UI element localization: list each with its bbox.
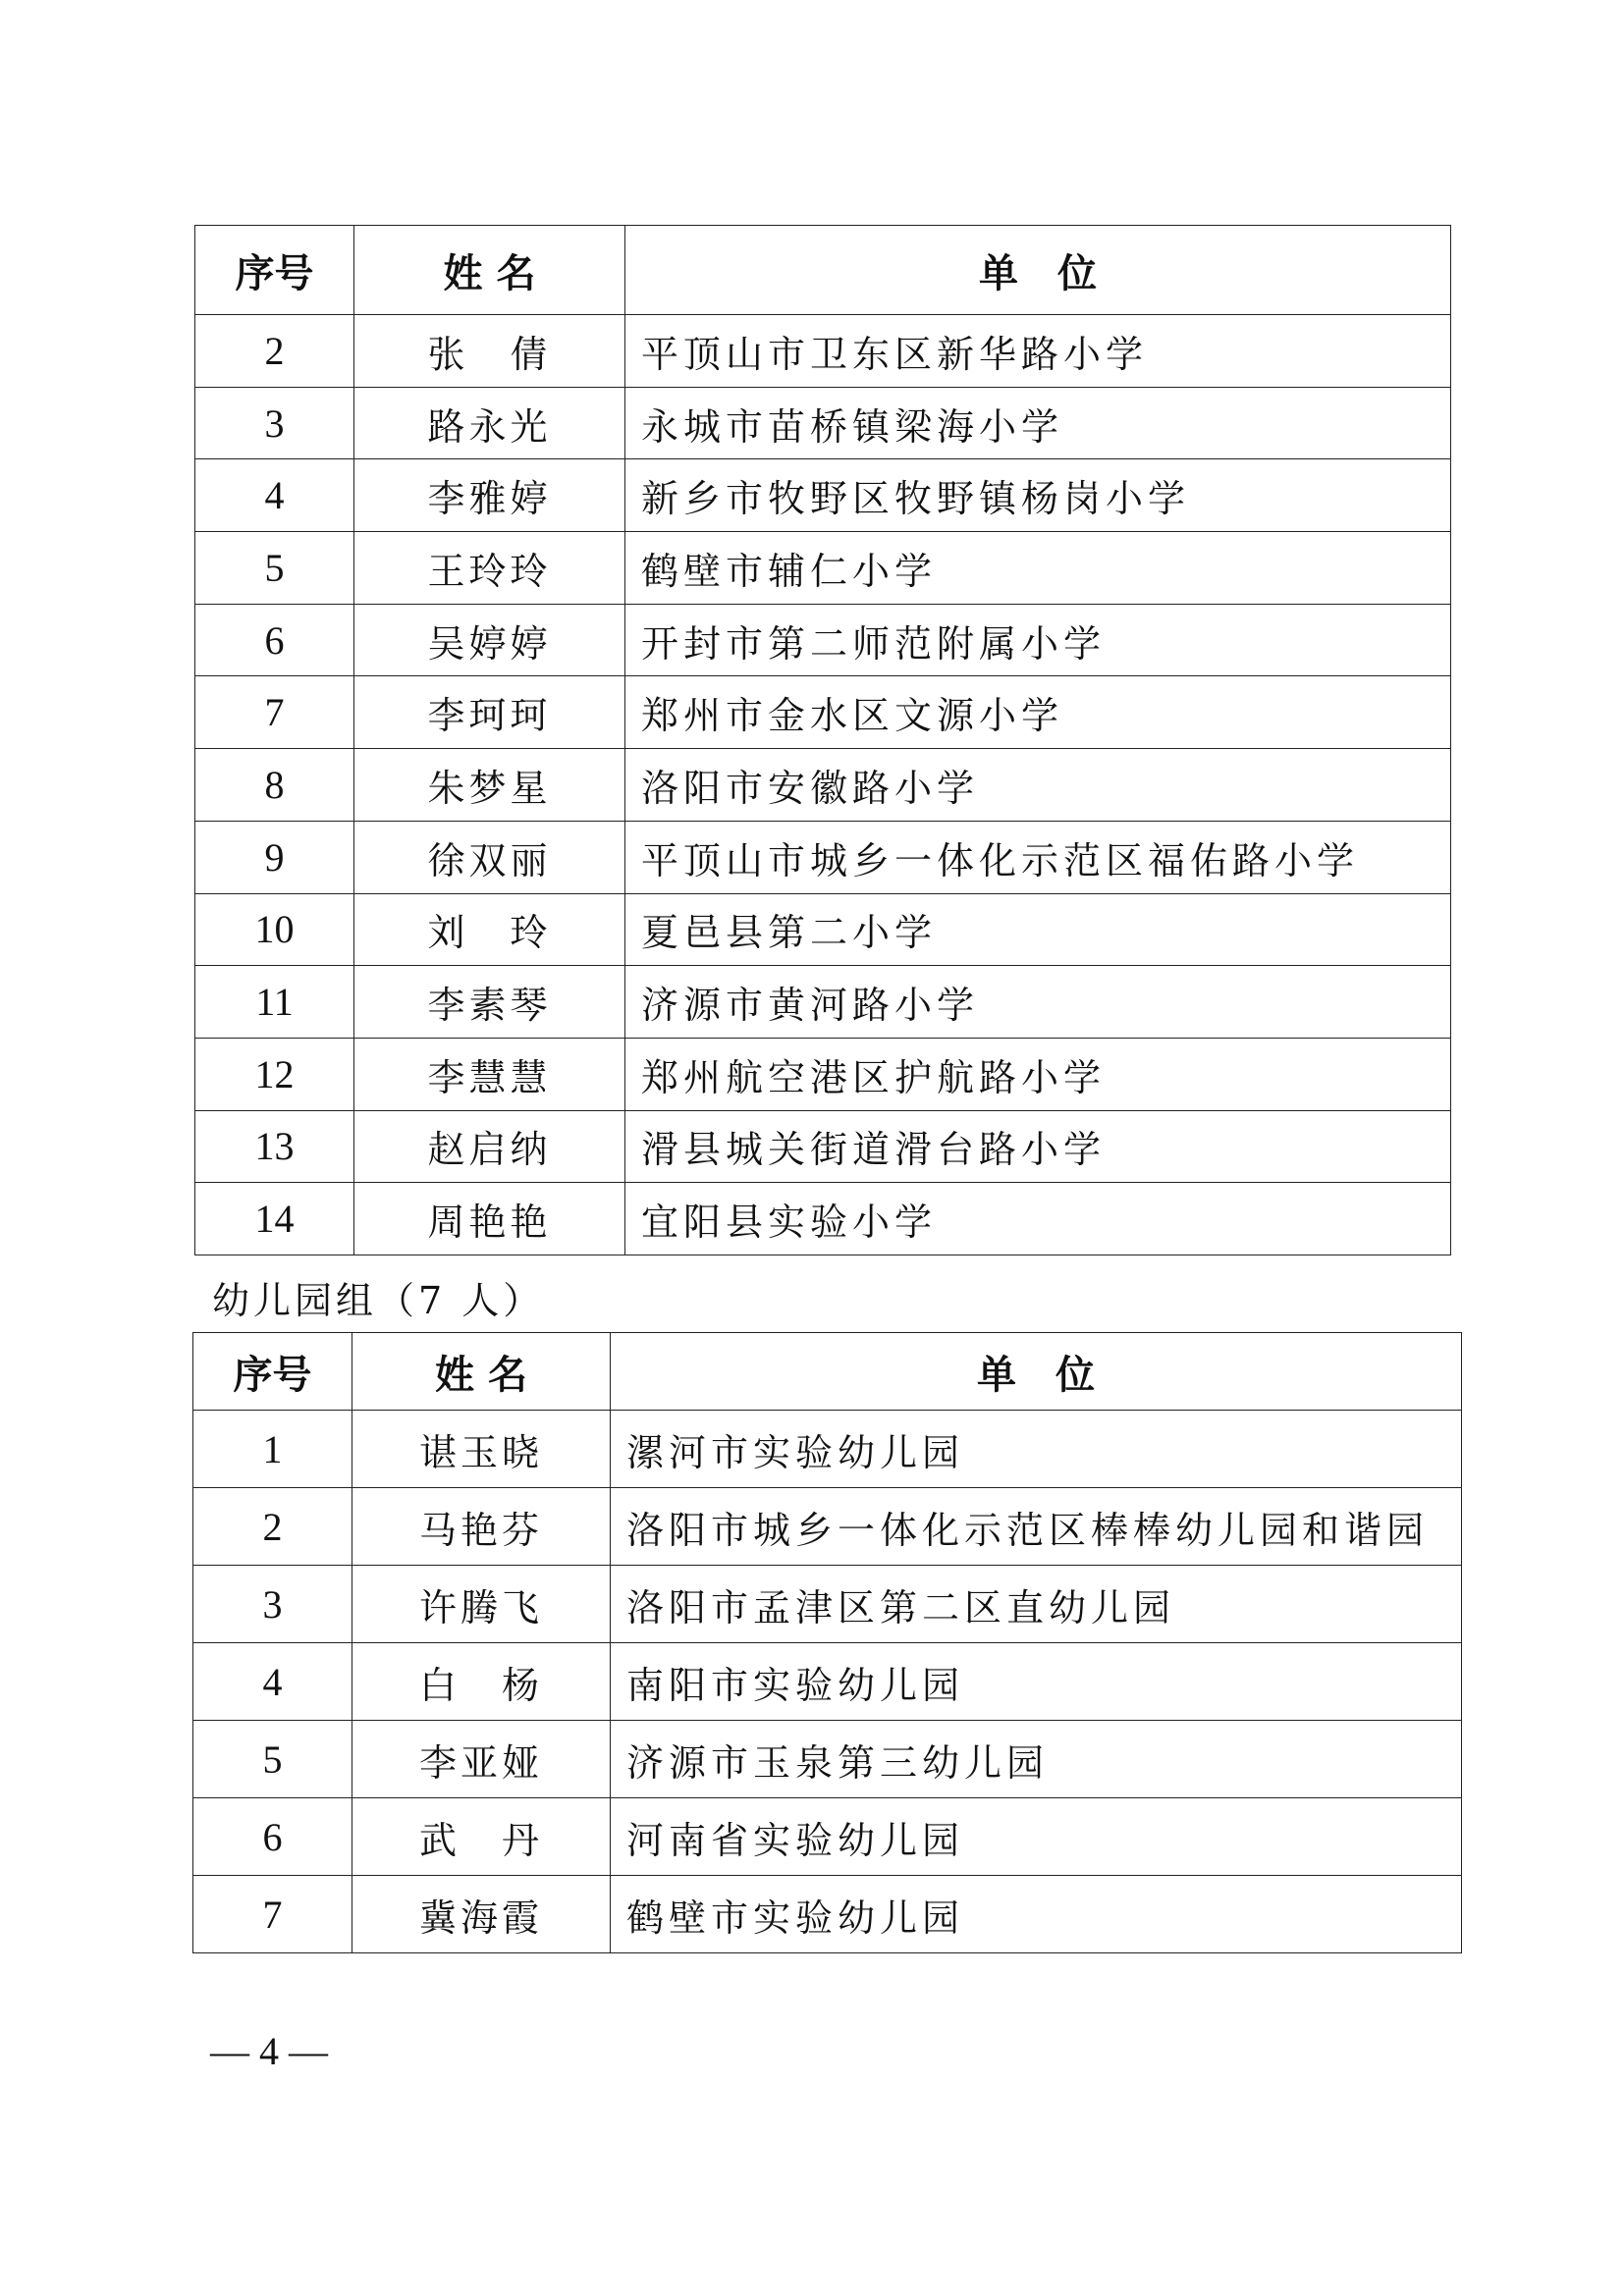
kindergarten-table — [192, 1332, 1462, 1953]
seq-cell: 5 — [193, 1721, 352, 1798]
name-cell: 谌玉晓 — [352, 1411, 611, 1488]
unit-cell: 开封市第二师范附属小学 — [625, 604, 1451, 676]
table-row — [195, 532, 1451, 605]
page-number: — 4 — — [210, 2029, 328, 2073]
seq-cell: 1 — [193, 1411, 352, 1488]
unit-cell: 济源市黄河路小学 — [625, 966, 1451, 1039]
name-cell: 路永光 — [354, 387, 625, 459]
table-header-row — [195, 226, 1451, 315]
table-row — [195, 604, 1451, 676]
name-cell: 白 杨 — [352, 1643, 611, 1721]
header-name: 姓 名 — [354, 226, 625, 315]
unit-cell: 郑州航空港区护航路小学 — [625, 1038, 1451, 1110]
name-cell: 王玲玲 — [354, 532, 625, 605]
unit-cell: 南阳市实验幼儿园 — [611, 1643, 1462, 1721]
table-row — [195, 459, 1451, 532]
kindergarten-section-title: 幼儿园组（7 人） — [212, 1279, 545, 1322]
header-unit: 单 位 — [625, 226, 1451, 315]
name-cell: 朱梦星 — [354, 749, 625, 822]
seq-cell: 7 — [195, 676, 354, 749]
table-row — [195, 676, 1451, 749]
header-seq: 序号 — [195, 226, 354, 315]
primary-school-table — [194, 225, 1451, 1255]
seq-cell: 9 — [195, 821, 354, 893]
unit-cell: 鹤壁市辅仁小学 — [625, 532, 1451, 605]
unit-cell: 滑县城关街道滑台路小学 — [625, 1110, 1451, 1183]
seq-cell: 3 — [193, 1566, 352, 1643]
unit-cell: 夏邑县第二小学 — [625, 893, 1451, 966]
table-row — [193, 1798, 1462, 1876]
name-cell: 徐双丽 — [354, 821, 625, 893]
name-cell: 冀海霞 — [352, 1876, 611, 1953]
seq-cell: 2 — [193, 1488, 352, 1566]
table-row — [193, 1721, 1462, 1798]
seq-cell: 8 — [195, 749, 354, 822]
header-unit: 单 位 — [611, 1333, 1462, 1411]
table-row — [193, 1876, 1462, 1953]
unit-cell: 济源市玉泉第三幼儿园 — [611, 1721, 1462, 1798]
table-row — [195, 966, 1451, 1039]
unit-cell: 洛阳市城乡一体化示范区棒棒幼儿园和谐园 — [611, 1488, 1462, 1566]
primary-school-table-body — [195, 315, 1451, 1255]
seq-cell: 6 — [193, 1798, 352, 1876]
unit-cell: 新乡市牧野区牧野镇杨岗小学 — [625, 459, 1451, 532]
seq-cell: 12 — [195, 1038, 354, 1110]
table-row — [195, 821, 1451, 893]
table-row — [193, 1488, 1462, 1566]
name-cell: 李珂珂 — [354, 676, 625, 749]
table-row — [195, 387, 1451, 459]
unit-cell: 平顶山市城乡一体化示范区福佑路小学 — [625, 821, 1451, 893]
header-seq: 序号 — [193, 1333, 352, 1411]
unit-cell: 河南省实验幼儿园 — [611, 1798, 1462, 1876]
name-cell: 李雅婷 — [354, 459, 625, 532]
table-row — [195, 749, 1451, 822]
name-cell: 吴婷婷 — [354, 604, 625, 676]
name-cell: 马艳芬 — [352, 1488, 611, 1566]
unit-cell: 漯河市实验幼儿园 — [611, 1411, 1462, 1488]
name-cell: 许腾飞 — [352, 1566, 611, 1643]
unit-cell: 鹤壁市实验幼儿园 — [611, 1876, 1462, 1953]
seq-cell: 5 — [195, 532, 354, 605]
seq-cell: 6 — [195, 604, 354, 676]
seq-cell: 14 — [195, 1183, 354, 1255]
name-cell: 赵启纳 — [354, 1110, 625, 1183]
unit-cell: 平顶山市卫东区新华路小学 — [625, 315, 1451, 388]
table-row — [195, 893, 1451, 966]
table-row — [195, 1183, 1451, 1255]
name-cell: 刘 玲 — [354, 893, 625, 966]
seq-cell: 7 — [193, 1876, 352, 1953]
table-row — [193, 1411, 1462, 1488]
name-cell: 武 丹 — [352, 1798, 611, 1876]
seq-cell: 13 — [195, 1110, 354, 1183]
unit-cell: 洛阳市安徽路小学 — [625, 749, 1451, 822]
unit-cell: 宜阳县实验小学 — [625, 1183, 1451, 1255]
name-cell: 李慧慧 — [354, 1038, 625, 1110]
name-cell: 李亚娅 — [352, 1721, 611, 1798]
table-row — [193, 1643, 1462, 1721]
kindergarten-table-body — [193, 1411, 1462, 1953]
seq-cell: 11 — [195, 966, 354, 1039]
table-row — [195, 1038, 1451, 1110]
unit-cell: 永城市苗桥镇梁海小学 — [625, 387, 1451, 459]
seq-cell: 4 — [195, 459, 354, 532]
name-cell: 张 倩 — [354, 315, 625, 388]
name-cell: 李素琴 — [354, 966, 625, 1039]
table-row — [193, 1566, 1462, 1643]
seq-cell: 4 — [193, 1643, 352, 1721]
name-cell: 周艳艳 — [354, 1183, 625, 1255]
table-row — [195, 315, 1451, 388]
unit-cell: 洛阳市孟津区第二区直幼儿园 — [611, 1566, 1462, 1643]
unit-cell: 郑州市金水区文源小学 — [625, 676, 1451, 749]
table-row — [195, 1110, 1451, 1183]
seq-cell: 2 — [195, 315, 354, 388]
header-name: 姓 名 — [352, 1333, 611, 1411]
seq-cell: 10 — [195, 893, 354, 966]
table-header-row — [193, 1333, 1462, 1411]
seq-cell: 3 — [195, 387, 354, 459]
